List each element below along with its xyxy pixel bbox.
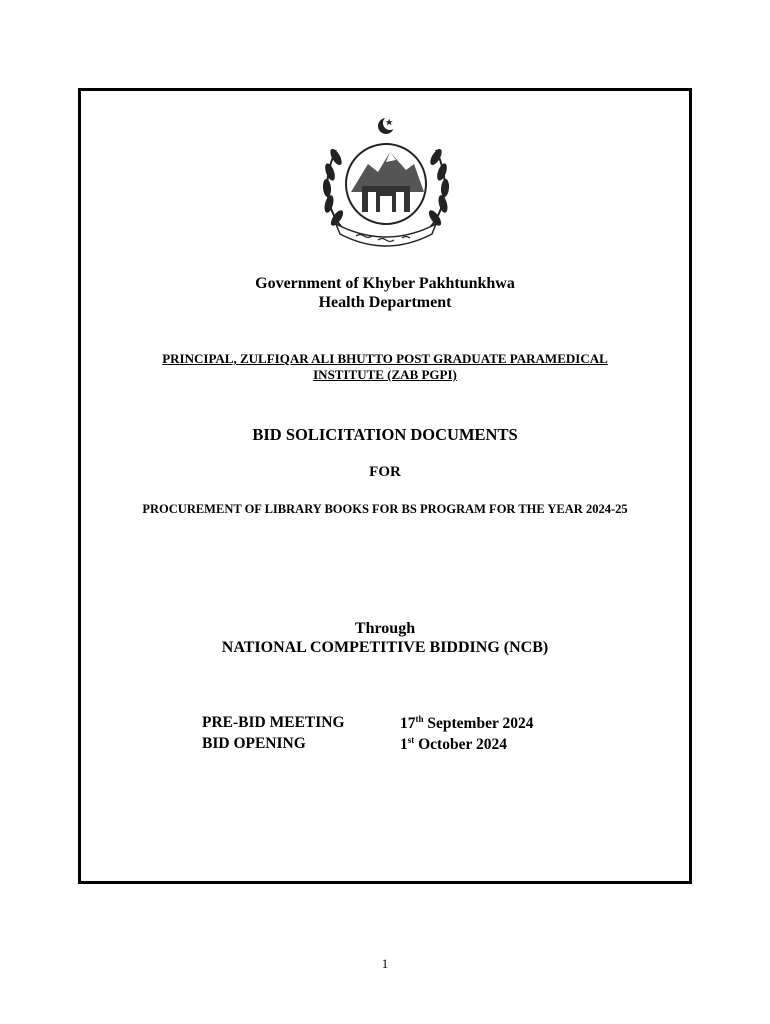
bid-opening-label: BID OPENING (202, 735, 306, 752)
bidding-method (0, 619, 770, 657)
government-name: Government of Khyber Pakhtunkhwa (255, 275, 515, 292)
through-label: Through (354, 620, 416, 637)
bidding-method-name: NATIONAL COMPETITIVE BIDDING (NCB) (221, 639, 549, 656)
principal-line-1: PRINCIPAL, ZULFIQAR ALI BHUTTO POST GRADUATE PARAMEDICAL (162, 351, 608, 366)
pre-bid-meeting-date: 17th September 2024 (400, 714, 534, 733)
government-heading (0, 274, 770, 312)
document-title: BID SOLICITATION DOCUMENTS (252, 425, 518, 444)
procurement-title: PROCUREMENT OF LIBRARY BOOKS FOR BS PROGRAM FOR THE YEAR 2024-25 (142, 502, 628, 516)
principal-line-2: INSTITUTE (ZAB PGPI) (313, 367, 457, 382)
for-label: FOR (369, 464, 401, 480)
department-name: Health Department (318, 294, 452, 311)
page-number: 1 (381, 956, 389, 971)
kpk-government-emblem-icon (306, 112, 466, 252)
bid-opening-date: 1st October 2024 (400, 735, 507, 754)
pre-bid-meeting-label: PRE-BID MEETING (202, 714, 345, 731)
principal-heading (0, 351, 770, 383)
